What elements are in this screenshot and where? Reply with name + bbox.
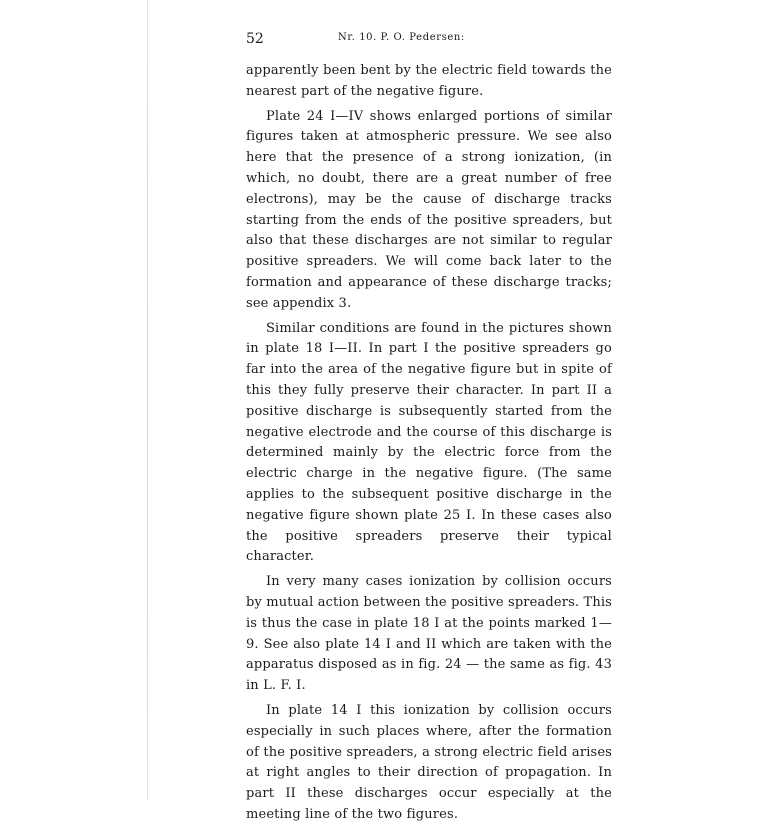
paragraph-5: In plate 14 I this ionization by collision occurs especially in such places where, after the formation of the positive spreaders, a strong electric field arises at right angles to their direction of propagation. In part II these discharges occur especially at the meeting line of the two figures. xyxy=(246,702,612,822)
paragraph-3: Similar conditions are found in the pictures shown in plate 18 I—II. In part I the positive spreaders go far into the area of the negative figure but in spite of this they fully preserve their character. In part II a positive discharge is subsequently started from the negative electrode and the course of this discharge is determined mainly by the electric force from the electric charge in the negative figure. (The same applies to the subsequent positive discharge in the negative figure shown plate 25 I. In these cases also the positive spreaders preserve their typical character. xyxy=(246,320,612,565)
body-text xyxy=(246,61,612,830)
paragraph-4: In very many cases ionization by collision occurs by mutual action between the positive spreaders. This is thus the case in plate 18 I at the points marked 1—9. See also plate 14 I and II which are taken with the apparatus disposed as in fig. 24 — the same as fig. 43 in L. F. I. xyxy=(246,574,612,694)
page-number: 52 xyxy=(246,31,264,47)
scan-binding-edge xyxy=(147,0,148,800)
paragraph-1: apparently been bent by the electric field towards the nearest part of the negative figure. xyxy=(246,63,612,99)
page-header xyxy=(246,31,616,51)
running-head: Nr. 10. P. O. Pedersen: xyxy=(338,32,465,43)
paragraph-2: Plate 24 I—IV shows enlarged portions of similar figures taken at atmospheric pressure. We see also here that the presence of a strong ionization, (in which, no doubt, there are a great number of free electrons), may be the cause of discharge tracks starting from the ends of the positive spreaders, but also that these discharges are not similar to regular positive spreaders. We will come back later to the formation and appearance of these discharge tracks; see appendix 3. xyxy=(246,108,612,311)
